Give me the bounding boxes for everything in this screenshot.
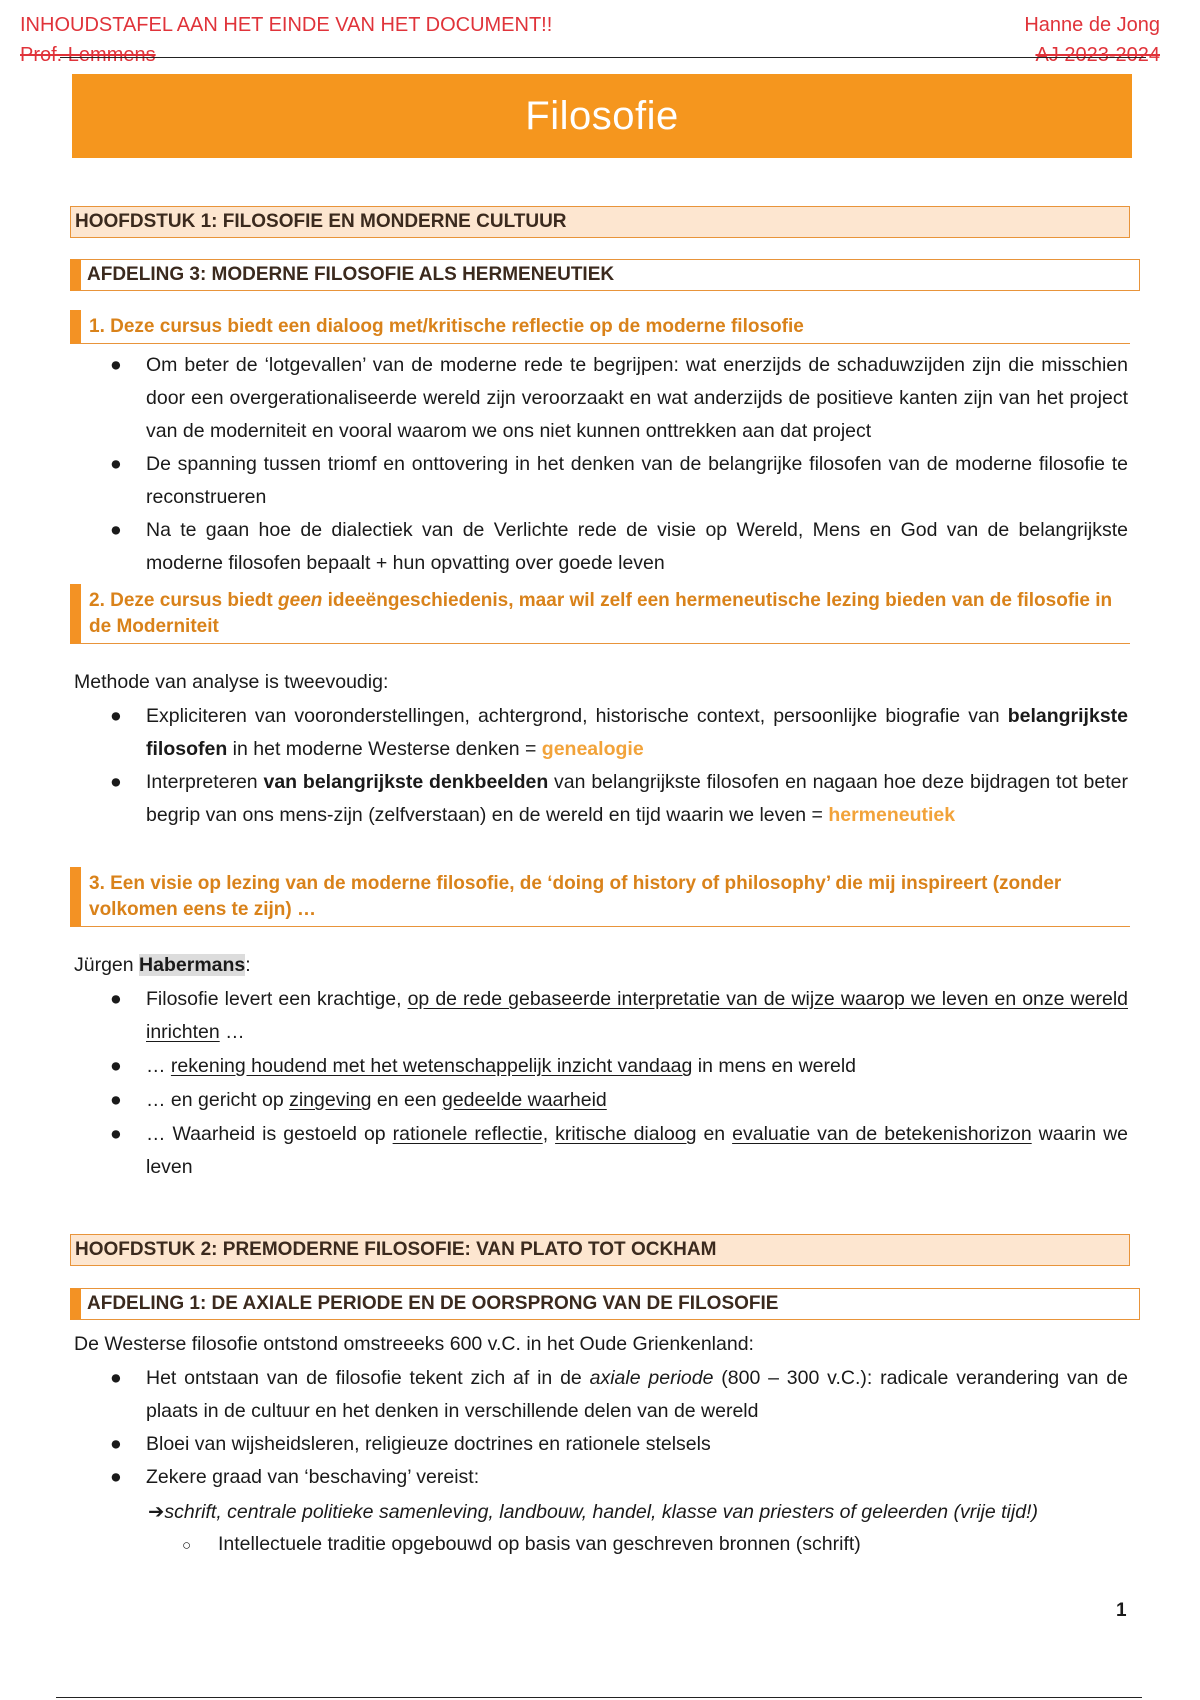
chapter-2-heading: HOOFDSTUK 2: PREMODERNE FILOSOFIE: VAN PLATO TOT OCKHAM [70, 1234, 1130, 1266]
axial-intro: De Westerse filosofie ontstond omstreeeks 600 v.C. in het Oude Grienkenland: [74, 1333, 754, 1355]
list-item: ● … en gericht op zingeving en een gedeelde waarheid [110, 1084, 1128, 1117]
civilization-requirements: ➔schrift, centrale politieke samenleving, landbouw, handel, klasse van priesters of geleerden (vrije tijd!) [148, 1501, 1038, 1523]
habermans-intro: Jürgen Habermans: [74, 954, 251, 976]
list-item: ● Na te gaan hoe de dialectiek van de Verlichte rede de visie op Wereld, Mens en God van de belangrijkste moderne filosofen bepaalt + hun opvatting over goede leven [110, 514, 1128, 580]
list-item: ● De spanning tussen triomf en onttovering in het denken van de belangrijke filosofen van de moderne filosofie te reconstrueren [110, 448, 1128, 514]
list-item: ● Om beter de ‘lotgevallen’ van de moderne rede te begrijpen: wat enerzijds de schaduwzijden zijn die misschien door een overgerationaliseerde wereld zijn veroorzaakt en wat anderzijds de positieve kanten zijn van het project van de moderniteit en vooral waarom we ons niet kunnen onttrekken aan dat project [110, 349, 1128, 448]
list-item: ● Bloei van wijsheidsleren, religieuze doctrines en rationele stelsels [110, 1428, 1128, 1461]
subsection-3-heading: 3. Een visie op lezing van de moderne filosofie, de ‘doing of history of philosophy’ die mij inspireert (zonder volkomen eens te zijn) … [70, 867, 1130, 927]
chapter-1-heading: HOOFDSTUK 1: FILOSOFIE EN MONDERNE CULTUUR [70, 206, 1130, 238]
subsection-2-heading: 2. Deze cursus biedt geen ideeëngeschiedenis, maar wil zelf een hermeneutische lezing bieden van de filosofie in de Moderniteit [70, 584, 1130, 644]
bullet-icon: ● [110, 1089, 122, 1111]
header-divider [60, 57, 1146, 58]
axial-list [110, 1362, 1128, 1494]
subsection-1-heading: 1. Deze cursus biedt een dialoog met/kritische reflectie op de moderne filosofie [70, 310, 1130, 344]
keyword-genealogie: genealogie [541, 738, 644, 760]
list-item: ● … rekening houdend met het wetenschappelijk inzicht vandaag in mens en wereld [110, 1050, 1128, 1083]
footer-divider [56, 1697, 1142, 1698]
list-item: ● … Waarheid is gestoeld op rationele reflectie, kritische dialoog en evaluatie van de betekenishorizon waarin we leven [110, 1118, 1128, 1184]
subsection-1-list [110, 349, 1128, 580]
bullet-icon: ● [110, 1466, 122, 1488]
list-item: ● Zekere graad van ‘beschaving’ vereist: [110, 1461, 1128, 1494]
header-academic-year: AJ 2023-2024 [1035, 44, 1160, 66]
list-item: ● Het ontstaan van de filosofie tekent zich af in de axiale periode (800 – 300 v.C.): radicale verandering van de plaats in de cultuur en het denken in verschillende delen van de wereld [110, 1362, 1128, 1428]
subsection-2-list [110, 700, 1128, 832]
circle-bullet-icon: ○ [182, 1537, 192, 1554]
bullet-icon: ● [110, 1433, 122, 1455]
section-heading: AFDELING 3: MODERNE FILOSOFIE ALS HERMENEUTIEK [70, 259, 1140, 291]
bullet-icon: ● [110, 1055, 122, 1077]
bullet-icon: ● [110, 988, 122, 1010]
document-title: Filosofie [72, 74, 1132, 158]
subsection-3-list [110, 983, 1128, 1184]
list-item: ● Interpreteren van belangrijkste denkbeelden van belangrijkste filosofen en nagaan hoe deze bijdragen tot beter begrip van ons mens-zijn (zelfverstaan) en de wereld en tijd waarin we leven = hermeneutiek [110, 766, 1128, 832]
sub-list-item: ○ Intellectuele traditie opgebouwd op basis van geschreven bronnen (schrift) [182, 1528, 861, 1562]
header-professor: Prof. Lemmens [20, 44, 156, 66]
header-author: Hanne de Jong [1024, 14, 1160, 36]
list-item: ● Filosofie levert een krachtige, op de rede gebaseerde interpretatie van de wijze waarop we leven en onze wereld inrichten … [110, 983, 1128, 1049]
list-item: ● Expliciteren van vooronderstellingen, achtergrond, historische context, persoonlijke biografie van belangrijkste filosofen in het moderne Westerse denken = genealogie [110, 700, 1128, 766]
bullet-icon: ● [110, 705, 122, 727]
bullet-icon: ● [110, 1123, 122, 1145]
bullet-icon: ● [110, 453, 122, 475]
keyword-hermeneutiek: hermeneutiek [828, 804, 956, 826]
arrow-right-icon: ➔ [148, 1501, 165, 1523]
section-heading: AFDELING 1: DE AXIALE PERIODE EN DE OORSPRONG VAN DE FILOSOFIE [70, 1288, 1140, 1320]
bullet-icon: ● [110, 771, 122, 793]
bullet-icon: ● [110, 1367, 122, 1389]
header-note: INHOUDSTAFEL AAN HET EINDE VAN HET DOCUMENT!! [20, 14, 553, 36]
page-number: 1 [1116, 1600, 1127, 1621]
method-intro: Methode van analyse is tweevoudig: [74, 671, 389, 693]
bullet-icon: ● [110, 354, 122, 376]
bullet-icon: ● [110, 519, 122, 541]
